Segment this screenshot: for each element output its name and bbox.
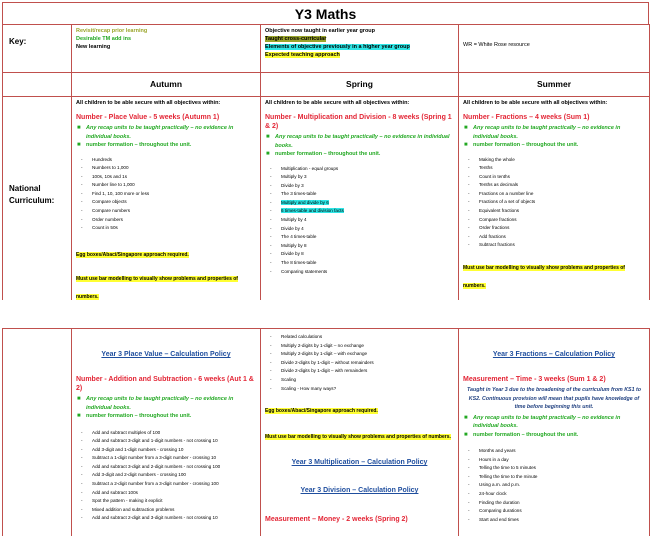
list-item: - Fractions of a set of objects [468,199,536,205]
spring-objectives [265,165,454,277]
list-item: - Divide by 3 [270,182,304,188]
page-gap [0,300,651,328]
list-item: - Add 3-digit and 2-digit numbers - crossing 100 [81,472,186,478]
time-objectives [463,447,645,524]
list-item: - Scaling [270,376,297,382]
list-item: - Multiply 2-digits by 1-digit – with exchange [270,351,368,357]
list-item: - Divide by 4 [270,225,304,231]
header-summer: Summer [459,73,650,97]
row-label-cell [3,97,72,306]
spring-intro: All children to be able secure with all objectives within: [265,100,410,106]
division-policy-link[interactable]: Year 3 Division – Calculation Policy [300,487,419,495]
key-white-rose: WR = White Rose resource [463,42,530,48]
list-item: - Hours in a day [468,456,509,462]
list-item: - Subtract a 2-digit number from a 3-digit number - crossing 100 [81,481,219,487]
recap-item: ■ number formation – throughout the unit. [464,142,579,148]
list-item: - Telling the time to 5 minutes [468,465,536,471]
spring-unit-title: Number - Multiplication and Division - 8 weeks (Spring 1 & 2) [265,114,452,130]
recap-item: ■ number formation – throughout the unit. [77,142,192,148]
fractions-policy-link[interactable]: Year 3 Fractions – Calculation Policy [492,351,616,358]
list-item: - Subtract a 1-digit number from a 3-digit number - crossing 10 [81,455,217,461]
autumn-bar-note: Must use bar modelling to visually show problems and properties of numbers. [76,275,238,300]
list-item: - Number line to 1,000 [81,182,135,188]
list-item: - Using a.m. and p.m. [468,482,521,488]
summer-intro: All children to be able secure with all objectives within: [463,100,608,106]
list-item: - Months and years [468,448,516,453]
list-item: - Add and subtract 3-digit and 1-digit numbers - not crossing 10 [81,438,218,444]
list-item: - Add 3-digit and 1-digit numbers - crossing 10 [81,446,184,452]
list-item: - Mixed addition and subtraction problems [81,506,175,512]
list-item: - Start and end times [468,516,519,522]
list-item: - The 4 times-table [270,234,317,240]
recap-item: ■ Any recap units to be taught practically – no evidence in individual books. [464,125,621,140]
list-item: - 24-hour clock [468,490,507,496]
header-autumn: Autumn [72,73,261,97]
list-item: - Scaling - How many ways? [270,385,337,391]
autumn-objectives [76,156,256,233]
list-item: - Compare numbers [81,208,131,214]
spring-bar-note: Must use bar modelling to visually show problems and properties of numbers. [265,434,451,441]
list-item: - Count in 50s [81,225,118,231]
recap-item: ■ number formation – throughout the unit. [77,413,192,419]
autumn-2-recap-list [76,395,256,421]
national-curriculum-row [3,97,650,306]
list-item: - The 3 times-table [270,191,317,197]
list-item: - Count in tenths [468,173,510,179]
addition-subtraction-objectives [76,429,256,524]
key-label-cell [3,25,72,73]
autumn-approach: Egg boxes/Abaci/Singapore approach required. [76,251,189,258]
list-item: - Fractions on a number line [468,190,534,196]
summer-cell [459,97,650,306]
season-header-row [3,73,650,97]
summer-cell-2 [459,329,650,536]
list-item: - Multiply 2-digits by 1-digit – no exchange [270,342,364,348]
header-spring: Spring [261,73,459,97]
key-earlier-year: Objective now taught in earlier year group [265,28,376,34]
money-unit-title: Measurement – Money - 2 weeks (Spring 2) [265,516,408,524]
list-item: - Add and subtract multiples of 100 [81,429,161,435]
list-item: - Find 1, 10, 100 more or less [81,190,150,196]
list-item: - Multiply by 8 [270,242,307,248]
summer-2-recap-list [463,414,645,440]
list-item: - Comparing statements [270,268,328,274]
list-item: - Multiplication - equal groups [270,165,339,171]
summer-objectives [463,156,645,251]
list-item: - Divide by 8 [270,251,304,257]
spring-2-objectives [265,333,454,393]
list-item: - Divide 2-digits by 1-digit – with remainders [270,368,368,374]
key-col-2 [261,25,459,73]
row-label: National Curriculum: [9,184,55,205]
summer-recap-list [463,124,645,150]
time-unit-note: Taught in Year 3 due to the broadening of the curriculum from KS1 to KS2. Continuous provision will mean that pupils have knowledge of time before beginning this unit. [466,387,642,410]
list-item: - Telling the time to the minute [468,473,538,479]
key-cross-curricular: Taught cross-curricular [265,36,327,42]
curriculum-table-page-1 [2,24,650,306]
list-item: - Comparing durations [468,508,522,514]
list-item: - 6 times-table and division facts [270,208,344,214]
list-item: - Multiply and divide by 6 [270,199,329,205]
autumn-unit-title: Number - Place Value - 5 weeks (Autumn 1) [76,114,220,121]
list-item: - Tenths [468,165,493,171]
list-item: - Order numbers [81,216,123,222]
spring-recap-list [265,133,454,159]
list-item: - Add fractions [468,233,506,239]
list-item: - Finding the duration [468,499,520,505]
addition-subtraction-unit-title: Number - Addition and Subtraction - 6 weeks (Aut 1 & 2) [76,376,254,392]
list-item: - Compare objects [81,199,127,205]
list-item: - Spot the pattern - making it explicit [81,498,163,504]
curriculum-table-page-2 [2,328,650,536]
list-item: - Equivalent fractions [468,208,520,214]
multiplication-policy-link[interactable]: Year 3 Multiplication – Calculation Policy [291,459,428,467]
autumn-recap-list [76,124,256,150]
autumn-intro: All children to be able secure with all objectives within: [76,100,221,106]
recap-item: ■ Any recap units to be taught practically – no evidence in individual books. [464,414,621,429]
recap-item: ■ Any recap units to be taught practically – no evidence in individual books. [77,125,234,140]
key-higher-year: Elements of objective previously in a higher year group [265,44,410,50]
recap-item: ■ Any recap units to be taught practically – no evidence in individual books. [77,396,234,411]
list-item: - 100s, 10s and 1s [81,173,127,179]
spring-approach: Egg boxes/Abaci/Singapore approach required. [265,408,378,415]
key-expected-approach: Expected teaching approach [265,52,340,58]
list-item: - The 8 times-table [270,260,317,266]
page-title: Y3 Maths [2,2,649,25]
spring-cell-2 [261,329,459,536]
list-item: - Tenths as decimals [468,182,519,188]
list-item: - Multiply by 4 [270,217,307,223]
summer-unit-title: Number - Fractions – 4 weeks (Sum 1) [463,114,590,121]
key-label: Key: [9,37,27,46]
autumn-cell-2 [72,329,261,536]
list-item: - Related calculations [270,334,323,339]
summer-bar-note: Must use bar modelling to visually show problems and properties of numbers. [463,265,625,290]
time-unit-title: Measurement – Time - 3 weeks (Sum 1 & 2) [463,376,606,383]
autumn-cell [72,97,261,306]
recap-item: ■ number formation – throughout the unit. [464,431,579,438]
recap-item: ■ Any recap units to be taught practically – no evidence in individual books. [266,134,450,149]
list-item: - Subtract fractions [468,242,515,248]
recap-item: ■ number formation – throughout the unit. [266,151,381,157]
place-value-policy-link[interactable]: Year 3 Place Value – Calculation Policy [101,351,231,358]
list-item: - Compare fractions [468,216,517,222]
list-item: - Add and subtract 100s [81,489,138,495]
key-desirable: Desirable TM add ins [76,36,132,42]
continued-row [3,329,650,536]
key-col-1 [72,25,261,73]
list-item: - Divide 2-digits by 1-digit – without remainders [270,359,374,365]
key-recap: Revisit/recap prior learning [76,28,148,34]
key-new-learning: New learning [76,44,111,50]
list-item: - Making the whole [468,156,515,162]
list-item: - Numbers to 1,000 [81,165,129,171]
spring-cell [261,97,459,306]
list-item: - Multiply by 3 [270,174,307,180]
list-item: - Add and subtract 2-digit and 3-digit numbers - not crossing 10 [81,515,218,521]
list-item: - Hundreds [81,156,112,162]
list-item: - Add and subtract 3-digit and 2-digit numbers - not crossing 100 [81,463,221,469]
list-item: - Order fractions [468,225,510,231]
key-col-3 [459,25,650,73]
key-row [3,25,650,73]
